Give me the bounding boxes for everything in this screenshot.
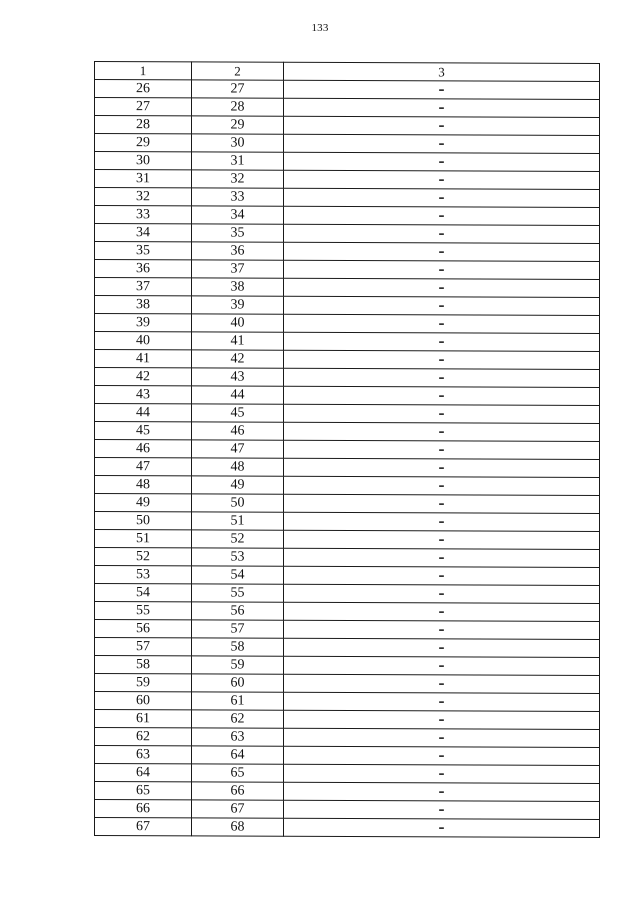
table-cell-col-1: 47	[95, 458, 192, 476]
table-cell-col-2: 55	[192, 584, 284, 602]
table-row	[95, 332, 600, 352]
table-row	[95, 440, 600, 460]
table-row	[95, 602, 600, 622]
table-row	[95, 404, 600, 424]
table-cell-col-1: 61	[95, 710, 192, 728]
table-cell-col-3: –	[284, 260, 600, 279]
table-cell-col-3: –	[284, 116, 600, 135]
table-cell-col-1: 64	[95, 764, 192, 782]
table-row	[95, 674, 600, 694]
table-cell-col-1: 60	[95, 692, 192, 710]
table-cell-col-3: –	[284, 170, 600, 189]
table-cell-col-2: 38	[192, 278, 284, 296]
table-cell-col-1: 66	[95, 800, 192, 818]
table-cell-col-3: –	[284, 818, 600, 837]
table-cell-col-1: 52	[95, 548, 192, 566]
table-cell-col-3: –	[284, 656, 600, 675]
table-cell-col-2: 45	[192, 404, 284, 422]
table-cell-col-1: 56	[95, 620, 192, 638]
table-cell-col-1: 41	[95, 350, 192, 368]
table-row	[95, 782, 600, 802]
column-header-2: 2	[192, 62, 284, 80]
table-cell-col-3: –	[284, 548, 600, 567]
table-row	[95, 728, 600, 748]
table-cell-col-3: –	[284, 620, 600, 639]
table-cell-col-1: 40	[95, 332, 192, 350]
table-cell-col-1: 46	[95, 440, 192, 458]
table-cell-col-2: 61	[192, 692, 284, 710]
table-row	[95, 170, 600, 190]
data-table-container	[94, 61, 600, 838]
data-table	[94, 61, 600, 838]
table-cell-col-2: 46	[192, 422, 284, 440]
table-cell-col-3: –	[284, 440, 600, 459]
table-cell-col-3: –	[284, 152, 600, 171]
table-cell-col-2: 28	[192, 98, 284, 116]
table-cell-col-2: 57	[192, 620, 284, 638]
table-cell-col-2: 66	[192, 782, 284, 800]
table-cell-col-1: 44	[95, 404, 192, 422]
table-cell-col-1: 65	[95, 782, 192, 800]
table-row	[95, 818, 600, 838]
table-cell-col-2: 56	[192, 602, 284, 620]
table-cell-col-3: –	[284, 278, 600, 297]
table-cell-col-3: –	[284, 638, 600, 657]
table-cell-col-2: 50	[192, 494, 284, 512]
table-row	[95, 476, 600, 496]
table-cell-col-3: –	[284, 764, 600, 783]
table-cell-col-1: 58	[95, 656, 192, 674]
table-cell-col-2: 39	[192, 296, 284, 314]
table-cell-col-1: 30	[95, 152, 192, 170]
table-cell-col-2: 51	[192, 512, 284, 530]
table-row	[95, 206, 600, 226]
table-cell-col-1: 31	[95, 170, 192, 188]
table-cell-col-1: 63	[95, 746, 192, 764]
table-cell-col-1: 32	[95, 188, 192, 206]
table-cell-col-2: 35	[192, 224, 284, 242]
table-cell-col-2: 53	[192, 548, 284, 566]
table-cell-col-1: 67	[95, 818, 192, 836]
table-row	[95, 800, 600, 820]
table-cell-col-3: –	[284, 692, 600, 711]
table-cell-col-1: 33	[95, 206, 192, 224]
table-cell-col-1: 49	[95, 494, 192, 512]
table-cell-col-1: 26	[95, 80, 192, 98]
table-body	[95, 80, 600, 838]
table-row	[95, 422, 600, 442]
table-row	[95, 656, 600, 676]
table-row	[95, 584, 600, 604]
column-header-3: 3	[284, 62, 600, 81]
table-cell-col-2: 68	[192, 818, 284, 836]
table-cell-col-1: 53	[95, 566, 192, 584]
table-cell-col-2: 54	[192, 566, 284, 584]
table-cell-col-3: –	[284, 458, 600, 477]
table-cell-col-1: 55	[95, 602, 192, 620]
table-row	[95, 494, 600, 514]
table-cell-col-1: 51	[95, 530, 192, 548]
table-cell-col-3: –	[284, 98, 600, 117]
table-cell-col-1: 27	[95, 98, 192, 116]
table-cell-col-3: –	[284, 476, 600, 495]
table-cell-col-1: 43	[95, 386, 192, 404]
table-row	[95, 386, 600, 406]
table-cell-col-2: 32	[192, 170, 284, 188]
table-cell-col-3: –	[284, 746, 600, 765]
table-cell-col-2: 27	[192, 80, 284, 98]
table-cell-col-2: 47	[192, 440, 284, 458]
table-row	[95, 746, 600, 766]
table-cell-col-3: –	[284, 386, 600, 405]
table-cell-col-2: 65	[192, 764, 284, 782]
table-row	[95, 278, 600, 298]
table-cell-col-3: –	[284, 242, 600, 261]
table-cell-col-1: 38	[95, 296, 192, 314]
table-cell-col-3: –	[284, 134, 600, 153]
table-row	[95, 710, 600, 730]
table-cell-col-3: –	[284, 332, 600, 351]
table-row	[95, 350, 600, 370]
table-cell-col-2: 44	[192, 386, 284, 404]
table-row	[95, 152, 600, 172]
table-row	[95, 638, 600, 658]
table-cell-col-2: 64	[192, 746, 284, 764]
table-row	[95, 314, 600, 334]
table-row	[95, 296, 600, 316]
table-cell-col-3: –	[284, 602, 600, 621]
table-row	[95, 98, 600, 118]
table-row	[95, 512, 600, 532]
table-row	[95, 458, 600, 478]
table-cell-col-3: –	[284, 224, 600, 243]
table-cell-col-2: 41	[192, 332, 284, 350]
table-cell-col-2: 58	[192, 638, 284, 656]
table-cell-col-1: 50	[95, 512, 192, 530]
table-cell-col-3: –	[284, 512, 600, 531]
table-cell-col-1: 62	[95, 728, 192, 746]
table-cell-col-2: 67	[192, 800, 284, 818]
table-row	[95, 260, 600, 280]
table-cell-col-3: –	[284, 206, 600, 225]
table-row	[95, 692, 600, 712]
table-cell-col-2: 43	[192, 368, 284, 386]
table-cell-col-3: –	[284, 404, 600, 423]
table-cell-col-3: –	[284, 422, 600, 441]
table-cell-col-3: –	[284, 566, 600, 585]
table-cell-col-1: 48	[95, 476, 192, 494]
table-cell-col-2: 52	[192, 530, 284, 548]
table-cell-col-3: –	[284, 728, 600, 747]
table-header-row	[95, 62, 600, 82]
table-cell-col-3: –	[284, 80, 600, 99]
table-cell-col-2: 59	[192, 656, 284, 674]
table-cell-col-2: 30	[192, 134, 284, 152]
table-row	[95, 242, 600, 262]
page-number: 133	[311, 22, 329, 34]
table-cell-col-1: 54	[95, 584, 192, 602]
table-row	[95, 530, 600, 550]
table-row	[95, 548, 600, 568]
table-cell-col-1: 57	[95, 638, 192, 656]
table-cell-col-2: 60	[192, 674, 284, 692]
table-cell-col-3: –	[284, 314, 600, 333]
table-cell-col-3: –	[284, 494, 600, 513]
table-cell-col-1: 45	[95, 422, 192, 440]
table-cell-col-3: –	[284, 674, 600, 693]
table-cell-col-2: 33	[192, 188, 284, 206]
table-row	[95, 80, 600, 100]
table-cell-col-3: –	[284, 710, 600, 729]
table-row	[95, 224, 600, 244]
column-header-1: 1	[95, 62, 192, 80]
table-cell-col-1: 37	[95, 278, 192, 296]
table-cell-col-1: 35	[95, 242, 192, 260]
table-cell-col-3: –	[284, 350, 600, 369]
table-cell-col-2: 63	[192, 728, 284, 746]
table-row	[95, 368, 600, 388]
table-cell-col-3: –	[284, 782, 600, 801]
table-cell-col-2: 49	[192, 476, 284, 494]
table-row	[95, 188, 600, 208]
table-row	[95, 134, 600, 154]
table-cell-col-3: –	[284, 800, 600, 819]
table-cell-col-1: 34	[95, 224, 192, 242]
table-cell-col-2: 34	[192, 206, 284, 224]
table-cell-col-2: 29	[192, 116, 284, 134]
table-row	[95, 566, 600, 586]
table-cell-col-2: 36	[192, 242, 284, 260]
table-cell-col-2: 40	[192, 314, 284, 332]
table-row	[95, 764, 600, 784]
table-cell-col-2: 42	[192, 350, 284, 368]
table-cell-col-1: 42	[95, 368, 192, 386]
table-row	[95, 116, 600, 136]
table-cell-col-3: –	[284, 296, 600, 315]
table-cell-col-2: 31	[192, 152, 284, 170]
table-cell-col-2: 62	[192, 710, 284, 728]
table-cell-col-2: 48	[192, 458, 284, 476]
table-cell-col-3: –	[284, 368, 600, 387]
table-cell-col-3: –	[284, 530, 600, 549]
table-cell-col-1: 29	[95, 134, 192, 152]
table-cell-col-2: 37	[192, 260, 284, 278]
table-cell-col-1: 36	[95, 260, 192, 278]
table-row	[95, 620, 600, 640]
table-cell-col-3: –	[284, 584, 600, 603]
table-cell-col-3: –	[284, 188, 600, 207]
table-cell-col-1: 28	[95, 116, 192, 134]
table-cell-col-1: 39	[95, 314, 192, 332]
table-cell-col-1: 59	[95, 674, 192, 692]
